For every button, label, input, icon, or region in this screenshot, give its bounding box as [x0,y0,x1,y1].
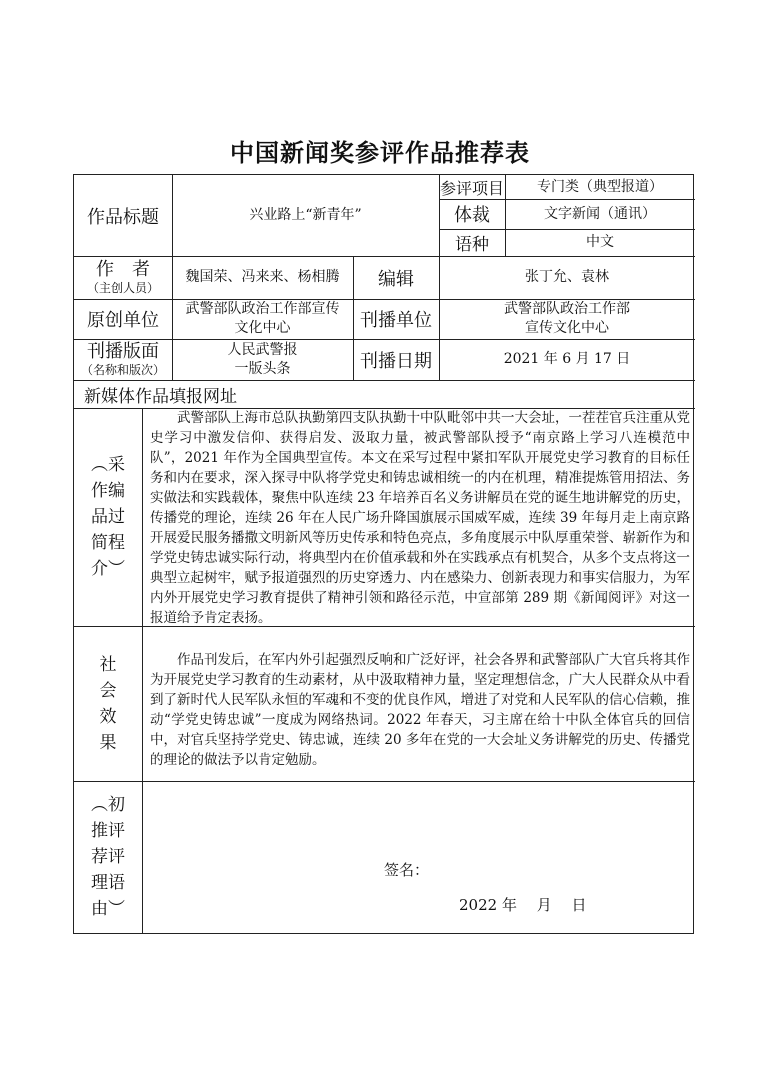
original-unit-label: 原创单位 [87,310,159,331]
category-label: 参评项目 [439,178,504,198]
author-label [74,256,172,299]
review-label-cell [74,781,142,933]
page-value-line1: 人民武警报 [227,341,298,358]
category-value: 专门类（典型报道） [537,178,663,195]
author-value: 魏国荣、冯来来、杨相腾 [185,269,340,285]
date-label: 刊播日期 [360,350,432,372]
genre-label: 体裁 [454,205,490,226]
page-label-sub: （名称和版次） [80,362,165,377]
form-table [73,174,694,934]
sign-date: 2022 年 月 日 [459,895,587,914]
effect-label-cell [74,626,142,781]
publish-unit-line2: 宣传文化中心 [525,320,609,336]
publish-unit-line1: 武警部队政治工作部 [504,301,630,317]
effect-text: 作品刊发后，在军内外引起强烈反响和广泛好评，社会各界和武警部队广大官兵将其作为开展党史学习教育的生动素材，从中汲取精神力量，坚定理想信念，广大人民群众从中看到了新时代人民军队永恒的军魂和不变的优良作风，增进了对党和人民军队的信心信赖，推动“学党史铸忠诚”一度成为网络热词。2022 年春天，习主席在给十中队全体官兵的回信中，对官兵坚持学党史、铸忠诚，连续 20 多年在党的一大会址义务讲解党的历史、传播党的理论的做法予以肯定勉励。 [150,652,690,768]
original-unit-value: 武警部队政治工作部宣传文化中心 [185,301,340,336]
date-value: 2021 年 6 月 17 日 [503,351,631,367]
signature-label: 签名： [384,860,430,879]
editor-value: 张丁允、袁林 [525,269,609,285]
page-label [74,339,172,380]
genre-value: 文字新闻（通讯） [544,205,656,222]
row-divider [74,781,695,782]
publish-unit-label: 刊播单位 [360,310,432,331]
form-title: 中国新闻奖参评作品推荐表 [230,138,530,167]
page-value [172,339,353,380]
process-label: ︵采作编品过简程介︶ [91,455,125,579]
work-title-label: 作品标题 [87,206,159,228]
url-value [274,380,694,408]
work-title-value: 兴业路上“新青年” [249,207,362,223]
page-value-line2: 一版头条 [234,360,291,377]
editor-label: 编辑 [378,268,414,290]
review-label: ︵初推评荐评理语由︶ [91,795,125,919]
author-label-main: 作 者 [96,258,150,280]
author-label-sub: （主创人员） [86,280,159,295]
col-divider [142,408,143,933]
language-label: 语种 [455,235,489,255]
url-label: 新媒体作品填报网址 [84,386,237,407]
page-label-main: 刊播版面 [87,340,159,362]
process-text: 武警部队上海市总队执勤第四支队执勤十中队毗邻中共一大会址，一茬茬官兵注重从党史学习中激发信仰、获得启发、汲取力量，被武警部队授予“南京路上学习八连模范中队”，2021 年作为全国典型宣传。本文在采写过程中紧扣军队开展党史学习教育的目标任务和内在要求，深入探寻中队将学党史和铸忠诚相统一的内在机理，精准提炼管用招法、务实做法和实践载体，聚焦中队连续 23 年培养百名义务讲解员在党的诞生地讲解党的历史，传播党的理论，连续 26 年在人民广场升降国旗展示国威军威，连续 39 年每月走上南京路开展爱民服务播撒文明新风等历史传承和特色亮点，多角度展示中队厚重荣誉、崭新作为和学党史铸忠诚实际行动，将典型内在价值承载和外在实践承点有机契合，从多个支点将这一典型立起树牢，赋予报道强烈的历史穿透力、内在感染力、创新表现力和事实信服力，为军内外开展党史学习教育提供了精神引领和路径示范，中宣部第 289 期《新闻阅评》对这一报道给予肯定表扬。 [150,410,690,626]
effect-label: 社会效果 [99,654,117,753]
process-label-cell [74,408,142,626]
language-value: 中文 [586,234,614,250]
publish-unit-value [439,299,695,339]
